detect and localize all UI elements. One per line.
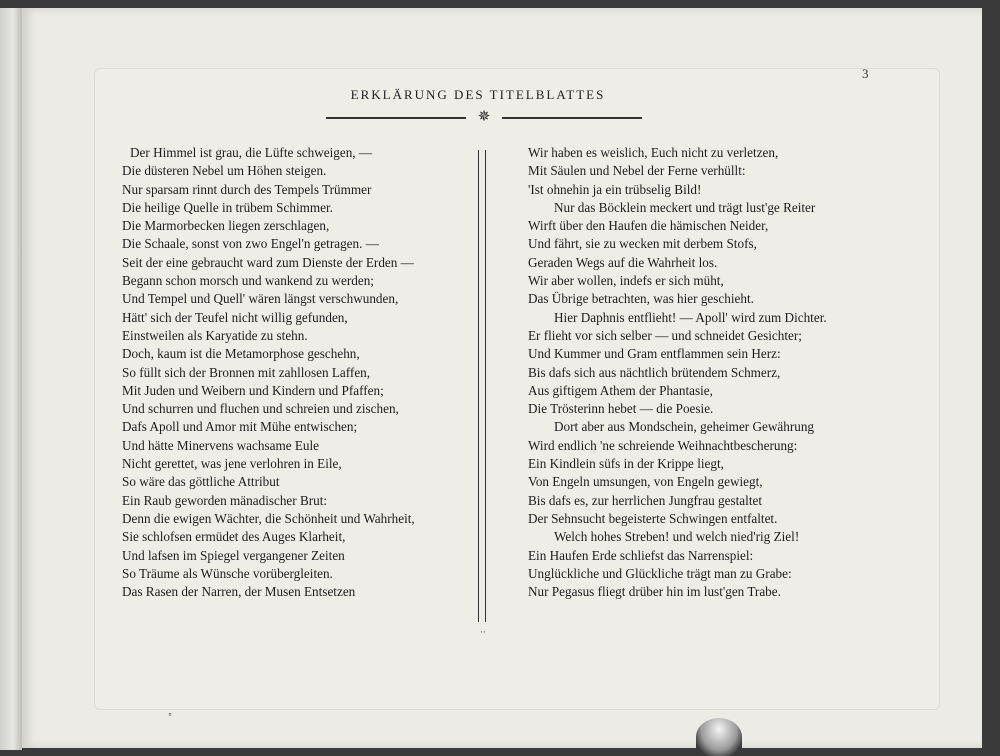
poem-line: Doch, kaum ist die Metamorphose geschehn, [122,346,360,362]
poem-line: Die Marmorbecken liegen zerschlagen, [122,218,330,234]
poem-line: Begann schon morsch und wankend zu werden; [122,273,374,289]
poem-line: Die heilige Quelle in trübem Schimmer. [122,199,333,215]
poem-line: 'Ist ohnehin ja ein trübselig Bild! [528,181,702,197]
poem-line: Nur sparsam rinnt durch des Tempels Trümmer [122,181,372,197]
poem-line: Aus giftigem Athem der Phantasie, [528,382,713,398]
poem-column-left [122,144,462,601]
poem-line: Bis dafs es, zur herrlichen Jungfrau gestaltet [528,492,763,508]
poem-line: Wird endlich 'ne schreiende Weihnachtbescherung: [528,437,798,453]
poem-line: Nur das Böcklein meckert und trägt lust'ge Reiter [554,199,816,215]
poem-line: Und lafsen im Spiegel vergangener Zeiten [122,547,345,563]
poem-line: Die düsteren Nebel um Höhen steigen. [122,163,327,179]
facing-page-edge [0,8,22,750]
poem-line: Von Engeln umsungen, von Engeln gewiegt, [528,474,763,490]
poem-line: Bis dafs sich aus nächtlich brütendem Schmerz, [528,364,781,380]
poem-line: Sie schlofsen ermüdet des Auges Klarheit, [122,529,346,545]
poem-line: Der Himmel ist grau, die Lüfte schweigen, — [130,145,373,160]
poem-line: Einstweilen als Karyatide zu stehn. [122,327,308,343]
poem-line: Er flieht vor sich selber — und schneidet Gesichter; [528,327,802,343]
poem-line: Nicht gerettet, was jene verlohren in Eile, [122,456,342,472]
poem-line: Die Trösterinn hebet — die Poesie. [528,401,714,417]
divider-foot-mark: ·· [480,628,486,638]
poem-line: Mit Juden und Weibern und Kindern und Pfaffen; [122,382,384,398]
poem-line: Mit Säulen und Nebel der Ferne verhüllt: [528,163,746,179]
poem-line: Das Übrige betrachten, was hier geschieht. [528,291,754,307]
poem-line: So Träume als Wünsche vorübergleiten. [122,565,333,581]
ornament-rule-right [502,117,642,119]
poem-line: Der Sehnsucht begeisterte Schwingen entfaltet. [528,510,778,526]
poem-line: So füllt sich der Bronnen mit zahllosen Laffen, [122,364,371,380]
column-divider [478,150,486,622]
poem-line: Denn die ewigen Wächter, die Schönheit und Wahrheit, [122,510,415,526]
poem-line: Wir aber wollen, indefs er sich müht, [528,273,724,289]
poem-line: Und Tempel und Quell' wären längst verschwunden, [122,291,399,307]
poem-line: Geraden Wegs auf die Wahrheit los. [528,254,718,270]
poem-line: Wirft über den Haufen die hämischen Neider, [528,218,769,234]
poem-line: Hätt' sich der Teufel nicht willig gefunden, [122,309,348,325]
poem-line: Und Kummer und Gram entflammen sein Herz: [528,346,781,362]
poem-line: Hier Daphnis entflieht! — Apoll' wird zum Dichter. [554,309,827,325]
title-ornament [326,107,642,125]
poem-line: Dafs Apoll und Amor mit Mühe entwischen; [122,419,358,435]
poem-line: Ein Haufen Erde schliefst das Narrenspiel: [528,547,754,563]
page-number: 3 [862,66,869,81]
poem-line: Und hätte Minervens wachsame Eule [122,437,320,453]
poem-line: Und fährt, sie zu wecken mit derbem Stofs, [528,236,757,252]
poem-line: So wäre das göttliche Attribut [122,474,280,490]
page-title: ERKLÄRUNG DES TITELBLATTES [350,87,606,102]
page-clip [696,718,742,756]
poem-line: Wir haben es weislich, Euch nicht zu verletzen, [528,145,779,160]
poem-line: Nur Pegasus fliegt drüber hin im lust'gen Trabe. [528,584,781,600]
poem-line: Dort aber aus Mondschein, geheimer Gewährung [554,419,815,435]
poem-line: Und schurren und fluchen und schreien und zischen, [122,401,399,417]
corner-mark: ° [168,712,172,721]
ornament-rule-left [326,117,466,119]
poem-line: Das Rasen der Narren, der Musen Entsetzen [122,584,356,600]
poem-line: Welch hohes Streben! und welch nied'rig Ziel! [554,529,800,545]
poem-line: Ein Kindlein süfs in der Krippe liegt, [528,456,724,472]
poem-line: Ein Raub geworden mänadischer Brut: [122,492,328,508]
poem-line: Seit der eine gebraucht ward zum Dienste der Erden — [122,254,414,270]
star-ornament-icon: ✵ [477,107,491,125]
poem-column-right [528,144,878,601]
poem-line: Unglückliche und Glückliche trägt man zu Grabe: [528,565,792,581]
poem-line: Die Schaale, sonst von zwo Engel'n getragen. — [122,236,379,252]
